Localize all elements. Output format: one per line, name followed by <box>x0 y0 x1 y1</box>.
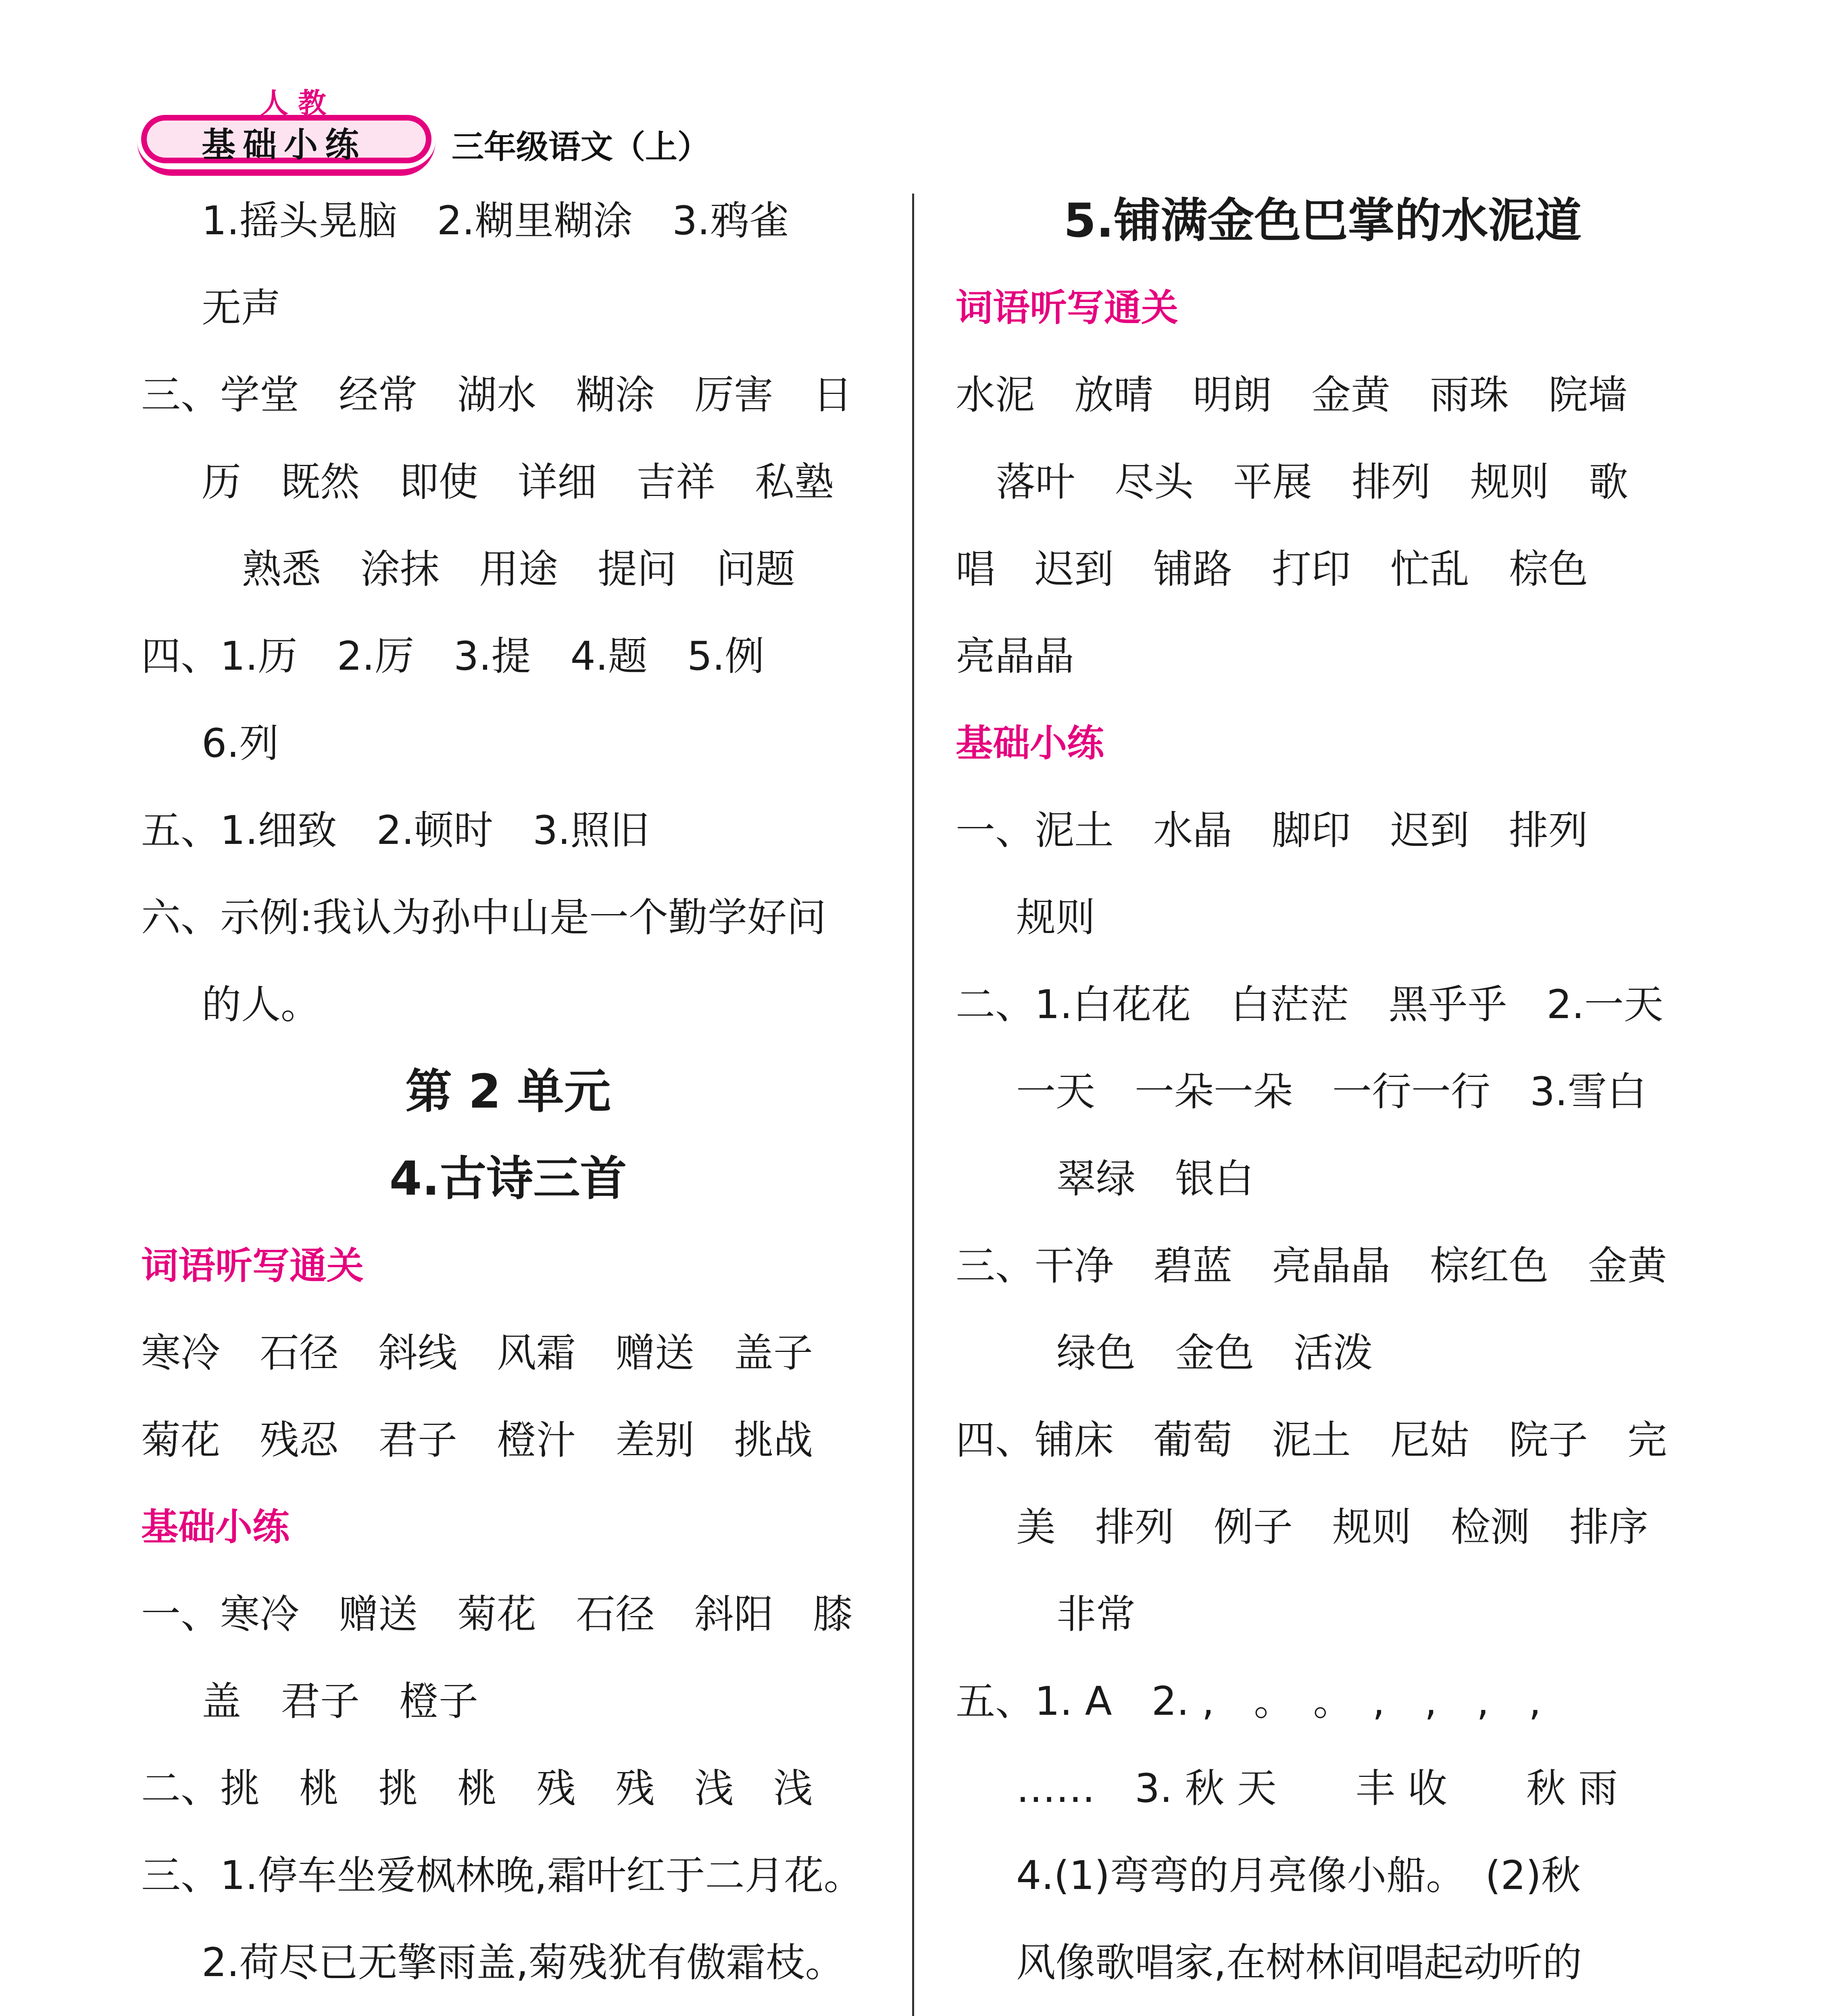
answer-line: 寒冷 石径 斜线 风霜 赠送 盖子 <box>141 1330 813 1376</box>
answer-line: 历 既然 即使 详细 吉祥 私塾 <box>202 459 834 505</box>
answer-line: 一天 一朵一朵 一行一行 3.雪白 <box>1016 1069 1647 1115</box>
answer-line: 1.细致 2.顿时 3.照旧 <box>220 808 650 854</box>
answer-line: 菊花 残忍 君子 橙汁 差别 挑战 <box>141 1417 813 1463</box>
item-label: 四、 <box>141 633 221 679</box>
answer-line: 干净 碧蓝 亮晶晶 棕红色 金黄 <box>1035 1243 1667 1289</box>
answer-line: 非常 <box>1056 1591 1136 1637</box>
answer-line: 熟悉 涂抹 用途 提问 问题 <box>242 546 796 592</box>
lesson-title: 5.铺满金色巴掌的水泥道 <box>1063 194 1582 248</box>
answer-line: 规则 <box>1016 895 1096 941</box>
left-column <box>141 177 875 2016</box>
answer-line: 翠绿 银白 <box>1056 1156 1254 1202</box>
unit-title: 第 2 单元 <box>405 1064 611 1119</box>
section-heading: 基础小练 <box>956 722 1104 765</box>
answer-line: 寒冷 赠送 菊花 石径 斜阳 膝 <box>220 1591 853 1637</box>
answer-line: 1.停车坐爱枫林晚,霜叶红于二月花。 <box>220 1853 863 1899</box>
answer-line: 绿色 金色 活泼 <box>1056 1330 1373 1376</box>
item-label: 一、 <box>141 1591 221 1637</box>
section-heading: 词语听写通关 <box>141 1244 364 1287</box>
answer-line: 学堂 经常 湖水 糊涂 厉害 日 <box>220 372 853 418</box>
item-label: 三、 <box>141 372 221 418</box>
item-label: 六、 <box>141 895 221 941</box>
item-label: 二、 <box>141 1766 221 1812</box>
item-label: 三、 <box>141 1853 221 1899</box>
answer-line: 无声 <box>202 285 281 331</box>
answer-line: 亮晶晶 <box>956 633 1075 679</box>
answer-line: 6.列 <box>202 721 279 766</box>
answer-line: 1.白花花 白茫茫 黑乎乎 2.一天 <box>1035 982 1664 1028</box>
series-name: 基础小练 <box>202 125 367 165</box>
answer-line: 1.摇头晃脑 2.糊里糊涂 3.鸦雀 <box>202 198 789 244</box>
lesson-title: 4.古诗三首 <box>389 1152 627 1206</box>
column-divider <box>912 194 914 2016</box>
answer-line: 挑 桃 挑 桃 残 残 浅 浅 <box>220 1766 813 1812</box>
answer-line: 铺床 葡萄 泥土 尼姑 院子 完 <box>1035 1417 1667 1463</box>
section-heading: 基础小练 <box>141 1506 290 1549</box>
answer-line: 泥土 水晶 脚印 迟到 排列 <box>1035 808 1588 854</box>
grade-subject: 三年级语文（上） <box>452 128 710 166</box>
answer-line: 落叶 尽头 平展 排列 规则 歌 <box>996 459 1629 505</box>
series-publisher: 人教 <box>260 87 336 120</box>
answer-line <box>956 2006 1690 2016</box>
answer-line: 水泥 放晴 明朗 金黄 雨珠 院墙 <box>956 372 1628 418</box>
answer-line: 1.历 2.厉 3.提 4.题 5.例 <box>220 633 765 679</box>
answer-line: 1. A 2. , 。 。 , , , , <box>1035 1679 1542 1724</box>
answer-line: 风像歌唱家,在树林间唱起动听的 <box>1016 1940 1582 1986</box>
item-label: 四、 <box>956 1417 1035 1463</box>
item-label: 五、 <box>956 1679 1035 1724</box>
answer-line: …… 3. 秋 天 丰 收 秋 雨 <box>1016 1766 1618 1812</box>
section-heading: 词语听写通关 <box>956 286 1179 329</box>
answer-line: 的人。 <box>202 982 321 1028</box>
item-label: 三、 <box>956 1243 1035 1289</box>
right-column <box>956 177 1690 2016</box>
item-label: 五、 <box>141 808 221 854</box>
item-label: 二、 <box>956 982 1035 1028</box>
answer-line: 唱 迟到 铺路 打印 忙乱 棕色 <box>956 546 1588 592</box>
answer-line: 示例:我认为孙中山是一个勤学好问 <box>220 895 827 941</box>
answer-line: 4.(1)弯弯的月亮像小船。 (2)秋 <box>1016 1853 1581 1899</box>
answer-line: 美 排列 例子 规则 检测 排序 <box>1016 1504 1649 1550</box>
page-header <box>141 81 746 169</box>
answer-line: 2.荷尽已无擎雨盖,菊残犹有傲霜枝。 <box>202 1940 845 1986</box>
item-label: 一、 <box>956 808 1035 854</box>
answer-line: 盖 君子 橙子 <box>202 1679 479 1724</box>
